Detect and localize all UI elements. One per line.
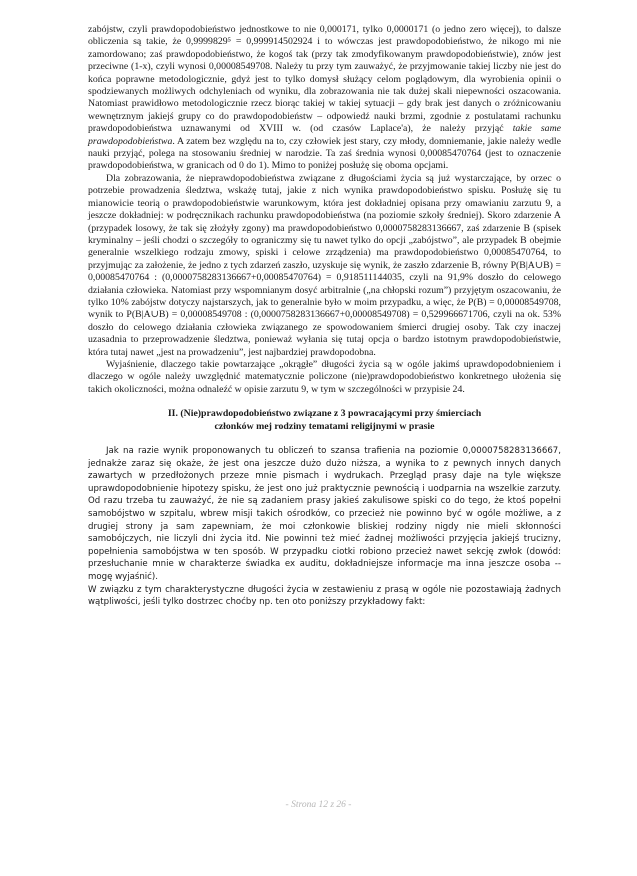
section-heading [88, 408, 561, 433]
paragraph-explanation: Wyjaśnienie, dlaczego takie powtarzające „okrągłe” długości życia są w ogóle jakimś uprawdopodobnieniem i dlaczego w ogóle należy uwzględnić matematycznie policzone (nie)prawdopodobieństwo konkretnego ułożenia się takich okoliczności, można odnaleźć w opisie zarzutu 9, w tym w szczególności w przypisie 24. [88, 358, 561, 395]
paragraph-conclusion: W związku z tym charakterystyczne długości życia w zestawieniu z prasą w ogóle nie pozostawiają żadnych wątpliwości, jeśli tylko dostrzec choćby np. ten oto poniższy przykładowy fakt: [88, 584, 561, 608]
paragraph-press-review: Jak na razie wynik proponowanych tu obliczeń to szansa trafienia na poziomie 0,0000758283136667, jednakże zaraz się okaże, że jest ona jeszcze dużo dużo niższa, a wynika to z pewnych innych danych zawartych w przedłożonych przeze mnie pismach i wydrukach. Przegląd prasy daje na tyle większe uprawdopodobnienie hipotezy spisku, że jest ono już praktycznie pewnością i uodparnia na wszelkie zarzuty. Od razu trzeba tu zauważyć, że nie są zadaniem prasy jakieś zakulisowe spiski co do tego, że ktoś popełni samobójstwo w szpitalu, wbrew misji takich ośrodków, co przecież nie powinno być w ogóle możliwe, a z drugiej strony ja sam zapewniam, że moi członkowie bliskiej rodziny nigdy nie mieli skłonności samobójczych, nie liczyli dni życia itd. Nie powinni też mieć żadnej możliwości przyjęcia jakiejś trucizny, popełnienia samobójstwa w ten sposób. W przypadku ciotki robiono przecież nawet sekcję zwłok (dowód: przesłuchanie mnie w charakterze świadka ex auditu, dokładniejsze informacje ma inna jeszcze osoba -- mogę wyjaśnić). [88, 446, 561, 582]
paragraph-text: . A zatem bez względu na to, czy człowiek jest stary, czy młody, domniemanie, jakie należy wedle nauki przyjąć, polega na stosowaniu średniej w narodzie. Ta zaś średnia wynosi 0,00085470764 (jest to oznaczenie prawdopodobieństwa, w granicach od 0 do 1). Mimo to poniżej posłużę się oboma opcjami. [88, 135, 561, 172]
paragraph-text: zabójstw, czyli prawdopodobieństwo jednostkowe to nie 0,000171, tylko 0,0000171 (o jedno zero więcej), to dalsze obliczenia są takie, że 0,9999829⁵ = 0,999914502924 i to wówczas jest prawdopodobieństwo, że nikogo mi nie zamordowano; zaś prawdopodobieństwo, że kogoś tak (przy tak zmodyfikowanym prawdopodobieństwie), znów jest przeciwne (1-x), czyli wynosi 0,00008549708. Należy tu przy tym zauważyć, że przyjmowanie takiej liczby nie jest do końca poprawne metodologicznie, gdyż jest to tylko domysł służący celom poglądowym, dla wyrobienia opinii o spodziewanych możliwych odchyleniach od wyniku, dla zobrazowania nie tak dużej skali niepewności oszacowania. Natomiast prawidłowo metodologicznie rzecz biorąc takiej w takiej sytuacji – gdy brak jest danych o zróżnicowaniu wewnętrznym jakiejś grupy co do prawdopodobieństw – odpowiedź nauki brzmi, zgodnie z postulatami rachunku prawdopodobieństwa uznawanymi od XVIII w. (od czasów Laplace'a), że należy przyjąć [88, 24, 561, 135]
paragraph-conditional-probability: Dla zobrazowania, że nieprawdopodobieństwa związane z długościami życia są już wystarczające, by orzec o potrzebie prowadzenia śledztwa, wskażę tutaj, jakie z nich wynika prawdopodobieństwo spisku. Posłużę się tu mianowicie teorią o prawdopodobieństwie warunkowym, która jest dokładniej opisana przy omawianiu zarzutu 9, a jeszcze dokładniej: w podręcznikach rachunku prawdopodobieństwa (na poziomie szkoły średniej). Skoro zdarzenie A (przypadek losowy, że tak się złożyły zgony) ma prawdopodobieństwo 0,0000758283136667, zaś zdarzenie B (spisek kryminalny – jeśli chodzi o szczegóły to ograniczmy się tu nawet tylko do opcji „zabójstwo”, ale przypadek B obejmie generalnie wszelkiego rodzaju zmowy, spiski i celowe zrządzenia) ma prawdopodobieństwo 0,00085470764, to przyjmując za założenie, że jedno z tych zdarzeń zaszło, uzyskuje się wynik, że zaszło zdarzenie B, równy P(B|A∪B) = 0,00085470764 : (0,0000758283136667+0,00085470764) = 0,918511144035, czyli na 91,9% doszło do celowego działania człowieka. Natomiast przy wspomnianym dosyć arbitralnie („na chłopski rozum”) przyjętym oszacowaniu, że tylko 10% zabójstw dotyczy najstarszych, jak to generalnie było w moim przypadku, a więc, że P(B) = 0,00008549708, wynik to P(B|A∪B) = 0,00008549708 : (0,0000758283136667+0,00008549708) = 0,529966671706, czyli na ok. 53% doszło do celowego działania człowieka związanego ze spowodowaniem śmierci drugiej osoby. Tak czy inaczej uzasadnia to przeprowadzenie śledztwa, ponieważ wyłania się tutaj opcja o bardzo istotnym prawdopodobieństwie, która tutaj nawet „jest na prowadzeniu”, jest najbardziej prawdopodobna. [88, 172, 561, 358]
section-heading-line: II. (Nie)prawdopodobieństwo związane z 3 powracającymi przy śmierciach [167, 408, 482, 420]
page-number: - Strona 12 z 26 - [285, 800, 352, 810]
section-heading-line: członków mej rodziny tematami religijnymi w prasie [214, 420, 435, 432]
italic-emphasis: takie same prawdopodobieństwa [88, 123, 561, 147]
paragraph-probability-calculation [88, 24, 561, 173]
